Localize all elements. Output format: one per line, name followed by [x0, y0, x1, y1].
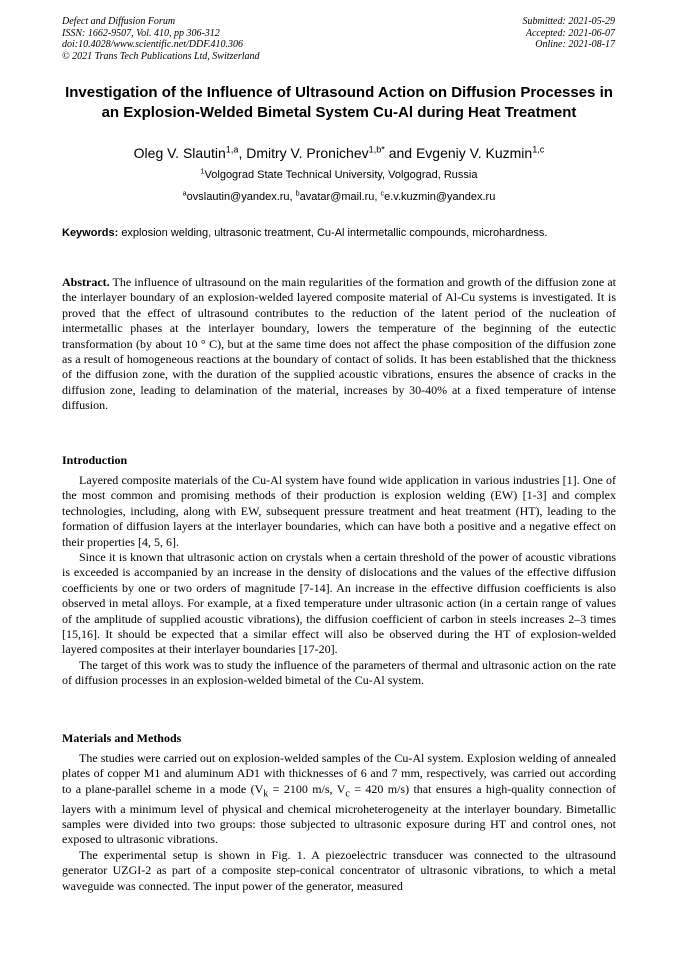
- materials-body: [62, 751, 616, 894]
- abstract: [62, 275, 616, 414]
- author-superscript: 1,b*: [368, 144, 385, 155]
- affiliation: [62, 169, 616, 182]
- keywords-label: Keywords:: [62, 227, 119, 239]
- email-superscript: b: [295, 189, 300, 198]
- author-separator: and: [384, 145, 416, 161]
- author-separator: ,: [238, 145, 247, 161]
- subscript: k: [263, 788, 269, 800]
- paragraph-text: = 420 m/s) that ensures a high-quality connection of layers with a minimum level of physical and chemical microheterogeneity at the interlayer boundary. Bimetallic samples were divided into two groups: those subjected to ultrasonic exposure during HT and control ones, not exposed to ultrasonic vibrations.: [62, 781, 616, 847]
- author-name: Evgeniy V. Kuzmin: [415, 145, 533, 161]
- keywords: [62, 227, 616, 240]
- paragraph: Since it is known that ultrasonic action on crystals when a certain threshold of the power of acoustic vibrations is exceeded is accompanied by an increase in the density of dislocations and the values of the effective diffusion coefficients by one or two orders of magnitude [7-14]. An increase in the effective diffusion coefficients is also observed in metal alloys. For example, at a fixed temperature under ultrasonic action (in a certain range of values of the amplitude of supplied acoustic vibrations), the diffusion coefficient of carbon in steels increases 2–3 times [15,16]. It should be expected that a similar effect will also be observed during the HT of explosion-welded layered composites at their interlayer boundaries [17-20].: [62, 550, 616, 657]
- email-superscript: c: [380, 189, 385, 198]
- date-accepted: Accepted: 2021-06-07: [525, 27, 615, 39]
- paper-title: Investigation of the Influence of Ultrasound Action on Diffusion Processes in an Explosion-Welded Bimetal System Cu-Al during Heat Treatment: [65, 84, 613, 121]
- affiliation-superscript: 1: [200, 167, 205, 176]
- materials-heading: Materials and Methods: [62, 731, 182, 745]
- journal-copyright: © 2021 Trans Tech Publications Ltd, Switzerland: [62, 50, 260, 62]
- abstract-text: The influence of ultrasound on the main regularities of the formation and growth of the diffusion zone at the interlayer boundary of an explosion-welded layered composite material of Al-Cu systems is investigated. It is proved that the effect of ultrasound contributes to the reduction of the latent period of the nucleation of intermetallic phases at the interlayer boundary, lowers the temperature of the beginning of the eutectic transformation (by about 10 ° C), but at the same time does not affect the phase composition of the diffusion zone as a result of homogeneous reactions at the boundary of contact of solids. It has been established that the thickness of the diffusion zone, with the duration of the supplied acoustic vibrations, ensures the absence of cracks in the diffusion zone, leading to delamination of the material, increases by 30-40% at a fixed temperature of intense diffusion.: [62, 275, 616, 413]
- journal-issn: ISSN: 1662-9507, Vol. 410, pp 306-312: [62, 27, 220, 39]
- paragraph-text: = 2100 m/s, V: [268, 781, 346, 796]
- email-list: [62, 191, 616, 204]
- journal-doi[interactable]: doi:10.4028/www.scientific.net/DDF.410.306: [62, 39, 244, 50]
- keywords-text: explosion welding, ultrasonic treatment, Cu-Al intermetallic compounds, microhardness.: [121, 227, 548, 239]
- introduction-body: [62, 473, 616, 689]
- paragraph: Layered composite materials of the Cu-Al system have found wide application in various industries [1]. One of the most common and promising methods of their production is explosion welding (EW) [1-3] and complex technologies, including, along with EW, subsequent pressure treatment and heat treatment (HT), leading to the formation of diffusion layers at the interlayer boundaries, which can have both a positive and a negative effect on their properties [4, 5, 6].: [62, 473, 616, 549]
- author-superscript: 1,a: [225, 144, 239, 155]
- author-name: Dmitry V. Pronichev: [246, 145, 369, 161]
- email-separator: ,: [289, 191, 296, 203]
- dates-header: [523, 16, 616, 51]
- email-superscript: a: [182, 189, 187, 198]
- journal-name: Defect and Diffusion Forum: [62, 16, 176, 27]
- email-address[interactable]: avatar@mail.ru: [299, 191, 375, 203]
- author-superscript: 1,c: [532, 144, 545, 155]
- paragraph: The experimental setup is shown in Fig. 1. A piezoelectric transducer was connected to the ultrasound generator UZGI-2 as part of a composite step-conical concentrator of ultrasonic vibrations, to which a metal waveguide was connected. The input power of the generator, measured: [62, 847, 616, 893]
- paragraph: The target of this work was to study the influence of the parameters of thermal and ultrasonic action on the rate of diffusion processes in an explosion-welded bimetal of the Cu-Al system.: [62, 657, 616, 688]
- email-address[interactable]: e.v.kuzmin@yandex.ru: [384, 191, 496, 203]
- paragraph: [62, 751, 616, 848]
- email-separator: ,: [374, 191, 381, 203]
- paragraph-text: The studies were carried out on explosion-welded samples of the Cu-Al system. Explosion welding of annealed plates of copper M1 and aluminum AD1 with thicknesses of 6 and 7 mm, respectively, was carried out according to a plane-parallel scheme in a mode (V: [62, 751, 616, 796]
- affiliation-text: Volgograd State Technical University, Volgograd, Russia: [204, 169, 478, 181]
- date-online: Online: 2021-08-17: [535, 39, 615, 50]
- author-list: [62, 145, 616, 161]
- author-name: Oleg V. Slautin: [133, 145, 226, 161]
- date-submitted: Submitted: 2021-05-29: [522, 16, 615, 27]
- email-address[interactable]: ovslautin@yandex.ru: [186, 191, 290, 203]
- abstract-label: Abstract.: [62, 275, 110, 289]
- subscript: c: [345, 788, 350, 800]
- introduction-heading: Introduction: [62, 453, 128, 467]
- journal-header: [62, 16, 260, 62]
